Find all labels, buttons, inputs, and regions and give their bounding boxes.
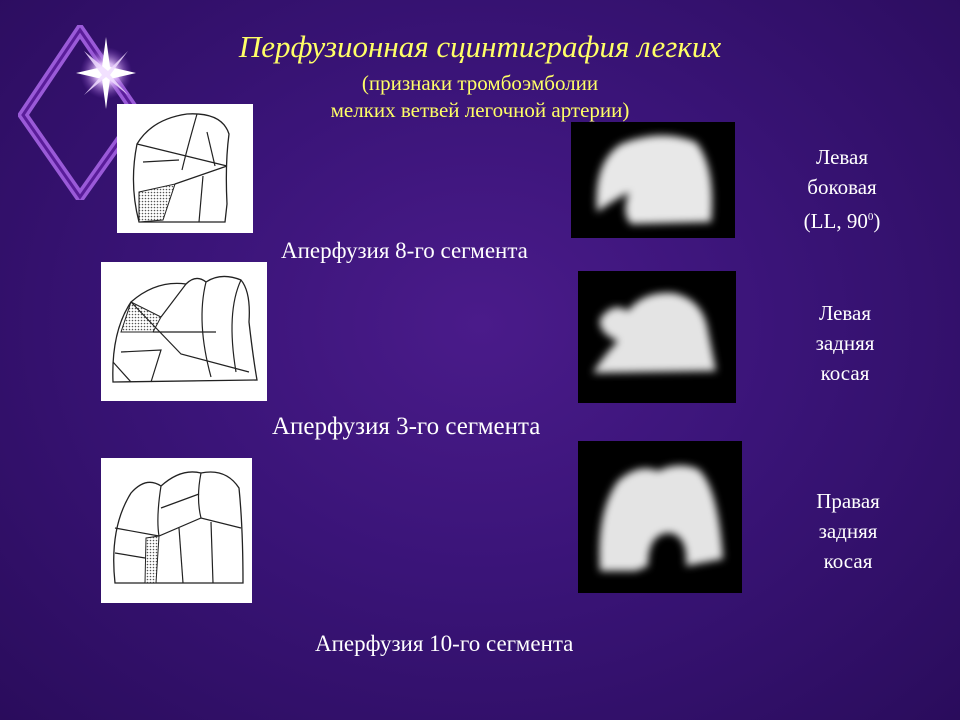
view-label-line: (LL, $90^0$) [803, 209, 881, 233]
lung-drawing-3 [101, 458, 252, 603]
lung-drawing-2 [101, 262, 267, 401]
slide-title: Перфузионная сцинтиграфия легких [238, 29, 722, 64]
scintigram-1 [571, 122, 735, 238]
view-label-line: задняя [815, 331, 875, 355]
scintigram-3 [578, 441, 742, 593]
lung-drawing-1 [117, 104, 253, 233]
view-label-line: боковая [807, 175, 877, 199]
view-label-row-1 [772, 142, 912, 236]
scintigram-2 [578, 271, 736, 403]
view-label-row-2 [775, 298, 915, 388]
caption-row-2: Аперфузия 3-го сегмента [272, 413, 541, 440]
view-label-line: косая [823, 549, 873, 573]
view-label-row-3 [778, 486, 918, 576]
caption-row-1: Аперфузия 8-го сегмента [281, 238, 528, 263]
view-label-line: Левая [815, 145, 869, 169]
view-label-line: косая [820, 361, 870, 385]
view-label-line: Правая [816, 489, 880, 513]
subtitle-line-2: мелких ветвей легочной артерии) [330, 98, 630, 122]
caption-row-3: Аперфузия 10-го сегмента [315, 631, 574, 656]
view-label-line: задняя [818, 519, 878, 543]
view-label-line: Левая [818, 301, 872, 325]
subtitle-line-1: (признаки тромбоэмболии [361, 71, 599, 95]
slide-subtitle [260, 70, 700, 124]
